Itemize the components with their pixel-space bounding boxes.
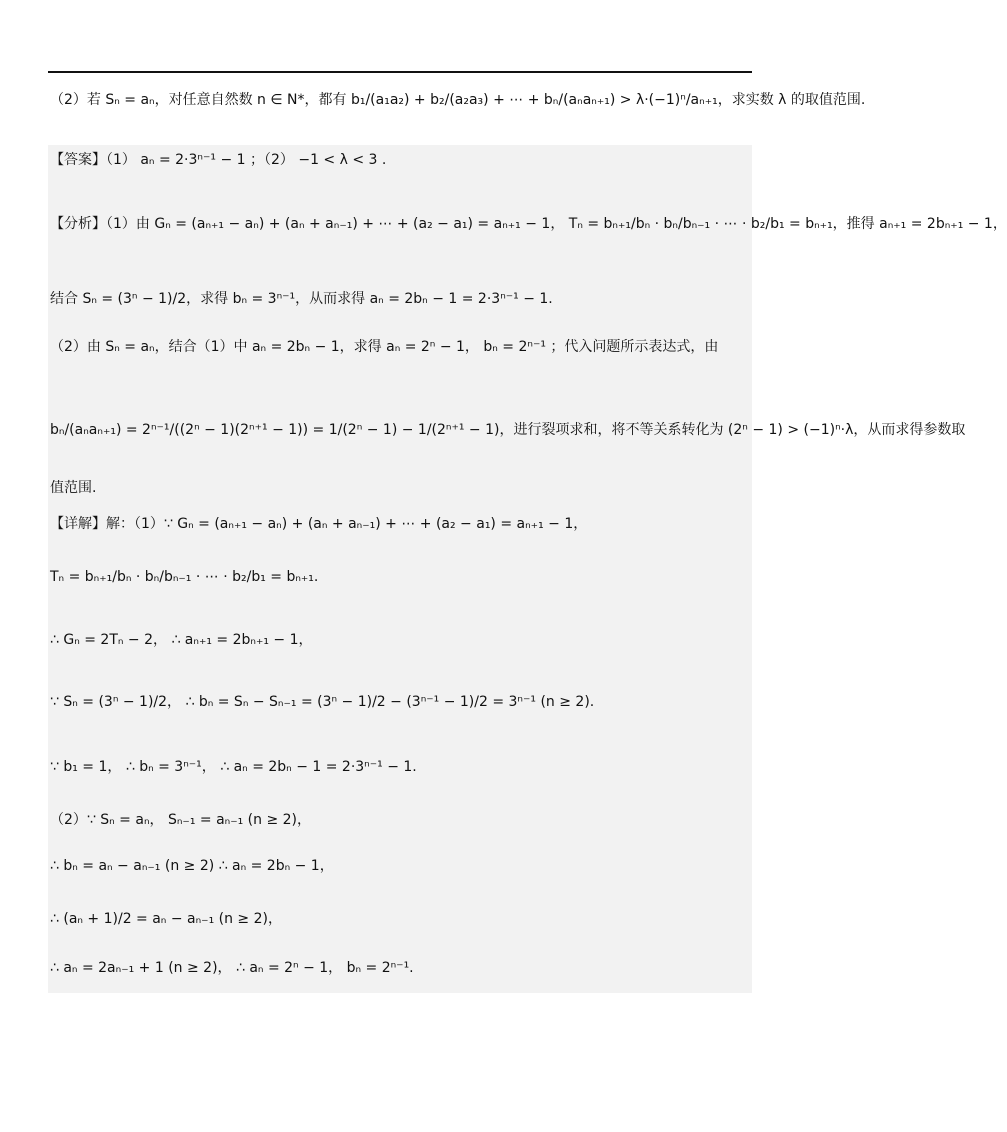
detail-line-3: ∴ Gₙ = 2Tₙ − 2， ∴ aₙ₊₁ = 2bₙ₊₁ − 1， xyxy=(50,632,313,648)
detail-line-4: ∵ Sₙ = (3ⁿ − 1)/2， ∴ bₙ = Sₙ − Sₙ₋₁ = (3ⁿ − 1)/2 − (3ⁿ⁻¹ − 1)/2 = 3ⁿ⁻¹ (n ≥ 2). xyxy=(50,694,595,710)
top-rule xyxy=(48,71,752,73)
detail-line-2: Tₙ = bₙ₊₁/bₙ · bₙ/bₙ₋₁ · ⋯ · b₂/b₁ = bₙ₊₁. xyxy=(50,569,319,585)
detail-line-5: ∵ b₁ = 1， ∴ bₙ = 3ⁿ⁻¹， ∴ aₙ = 2bₙ − 1 = 2·3ⁿ⁻¹ − 1. xyxy=(50,759,417,775)
analysis-line-4: bₙ/(aₙaₙ₊₁) = 2ⁿ⁻¹/((2ⁿ − 1)(2ⁿ⁺¹ − 1)) = 1/(2ⁿ − 1) − 1/(2ⁿ⁺¹ − 1)，进行裂项求和，将不等关系转化为 (2ⁿ − 1) > (−1)ⁿ·λ，从而求得参数取 xyxy=(50,422,966,438)
detail-line-9: ∴ aₙ = 2aₙ₋₁ + 1 (n ≥ 2)， ∴ aₙ = 2ⁿ − 1， bₙ = 2ⁿ⁻¹. xyxy=(50,960,414,976)
detail-line-8: ∴ (aₙ + 1)/2 = aₙ − aₙ₋₁ (n ≥ 2)， xyxy=(50,911,282,927)
detail-line-7: ∴ bₙ = aₙ − aₙ₋₁ (n ≥ 2) ∴ aₙ = 2bₙ − 1， xyxy=(50,858,334,874)
detail-line-6: （2）∵ Sₙ = aₙ， Sₙ₋₁ = aₙ₋₁ (n ≥ 2)， xyxy=(50,812,312,828)
analysis-line-1: 【分析】（1）由 Gₙ = (aₙ₊₁ − aₙ) + (aₙ + aₙ₋₁) + ⋯ + (a₂ − a₁) = aₙ₊₁ − 1， Tₙ = bₙ₊₁/bₙ · bₙ/bₙ₋₁ · ⋯ · b₂/b₁ = bₙ₊₁，推得 aₙ₊₁ = 2bₙ₊₁ − 1， xyxy=(50,216,1007,232)
analysis-line-3: （2）由 Sₙ = aₙ，结合（1）中 aₙ = 2bₙ − 1，求得 aₙ = 2ⁿ − 1， bₙ = 2ⁿ⁻¹ ；代入问题所示表达式，由 xyxy=(50,339,719,355)
detail-line-1: 【详解】解：（1）∵ Gₙ = (aₙ₊₁ − aₙ) + (aₙ + aₙ₋₁) + ⋯ + (a₂ − a₁) = aₙ₊₁ − 1， xyxy=(50,516,588,532)
analysis-line-5: 值范围. xyxy=(50,480,97,496)
answer-line: 【答案】（1） aₙ = 2·3ⁿ⁻¹ − 1 ；（2） −1 < λ < 3 . xyxy=(50,152,387,168)
question-2: （2）若 Sₙ = aₙ，对任意自然数 n ∈ N*，都有 b₁/(a₁a₂) + b₂/(a₂a₃) + ⋯ + bₙ/(aₙaₙ₊₁) > λ·(−1)ⁿ/aₙ₊₁，求实数 λ 的取值范围. xyxy=(50,92,866,108)
analysis-line-2: 结合 Sₙ = (3ⁿ − 1)/2，求得 bₙ = 3ⁿ⁻¹，从而求得 aₙ = 2bₙ − 1 = 2·3ⁿ⁻¹ − 1. xyxy=(50,291,553,307)
